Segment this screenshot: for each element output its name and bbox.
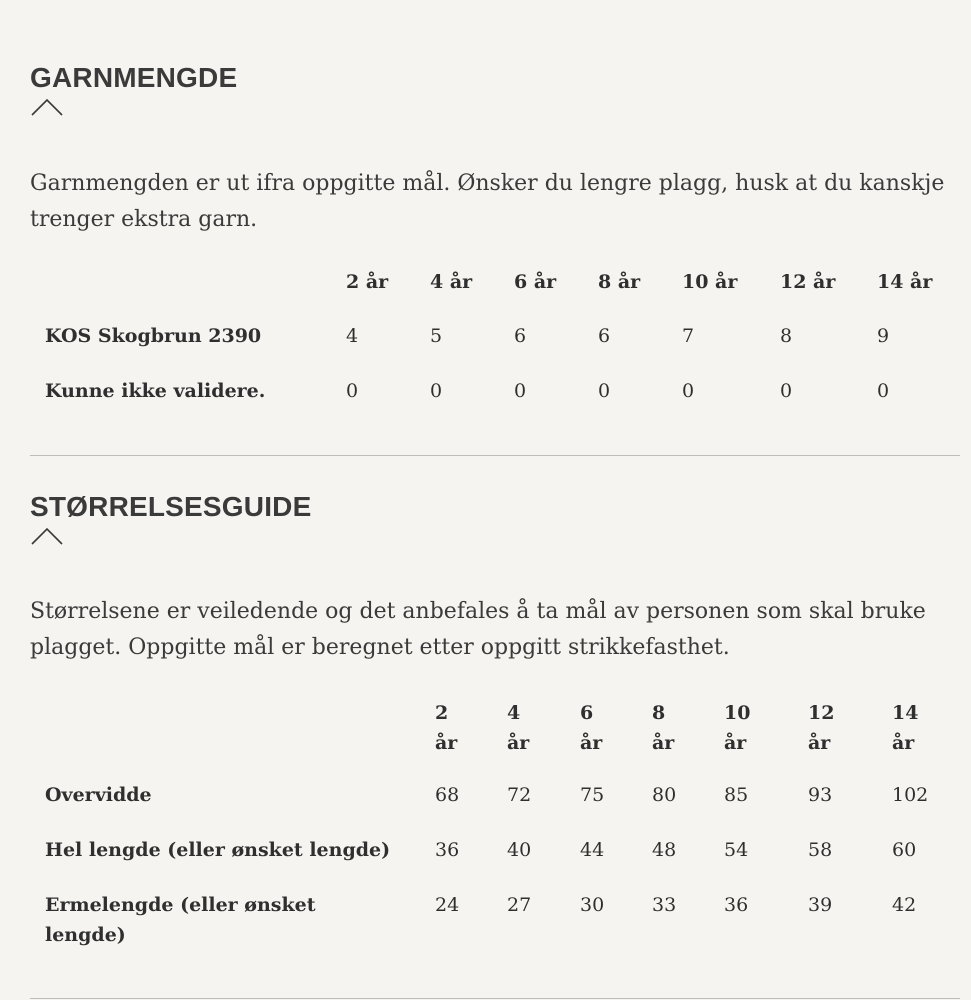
table-cell: 44 [580,839,605,861]
table-cell: 0 [514,380,527,402]
size-section-header[interactable] [30,491,960,546]
row-label: Kunne ikke validere. [45,380,266,402]
table-cell: 6 [514,325,527,347]
row-label: Ermelengde (eller ønsket lengde) [45,894,316,946]
table-cell: 0 [430,380,443,402]
chevron-up-icon[interactable] [30,526,64,546]
table-header-empty [45,698,435,780]
table-row [45,780,962,835]
table-header-cell: 10 år [682,271,738,293]
table-header-cell: 14 år [892,702,919,754]
table-header-cell: 2 år [346,271,389,293]
row-label: Hel lengde (eller ønsket lengde) [45,839,391,861]
yarn-table [45,270,947,418]
table-cell: 39 [808,894,833,916]
section-divider [30,998,960,999]
table-cell: 40 [507,839,532,861]
yarn-section-title[interactable]: GARNMENGDE [30,62,238,93]
table-cell: 0 [598,380,611,402]
size-table [45,698,962,950]
table-cell: 42 [892,894,917,916]
table-cell: 85 [724,784,749,806]
table-header-cell: 14 år [877,271,933,293]
size-section-title[interactable]: STØRRELSESGUIDE [30,491,312,522]
table-cell: 27 [507,894,532,916]
table-cell: 5 [430,325,443,347]
table-header-cell: 4 år [507,702,530,754]
table-header-row [45,270,947,308]
table-cell: 60 [892,839,917,861]
table-cell: 7 [682,325,695,347]
table-row [45,835,962,890]
table-header-cell: 6 år [580,702,603,754]
table-cell: 68 [435,784,460,806]
section-divider [30,455,960,456]
table-header-row [45,698,962,780]
chevron-up-icon[interactable] [30,97,64,117]
table-cell: 0 [682,380,695,402]
table-cell: 54 [724,839,749,861]
table-row [45,363,947,418]
table-cell: 102 [892,784,929,806]
table-cell: 0 [877,380,890,402]
table-cell: 8 [780,325,793,347]
table-row [45,308,947,363]
table-cell: 75 [580,784,605,806]
row-label: KOS Skogbrun 2390 [45,325,262,347]
table-cell: 0 [346,380,359,402]
table-header-empty [45,270,346,308]
table-cell: 33 [652,894,677,916]
table-cell: 72 [507,784,532,806]
table-header-cell: 12 år [780,271,836,293]
table-cell: 48 [652,839,677,861]
row-label: Overvidde [45,784,152,806]
table-cell: 80 [652,784,677,806]
table-header-cell: 8 år [598,271,641,293]
table-cell: 58 [808,839,833,861]
table-cell: 93 [808,784,833,806]
table-cell: 4 [346,325,359,347]
size-section-description: Størrelsene er veiledende og det anbefales å ta mål av personen som skal bruke plagget. Oppgitte mål er beregnet etter oppgitt strikkefasthet. [30,599,926,660]
table-cell: 30 [580,894,605,916]
table-cell: 0 [780,380,793,402]
yarn-section-header[interactable] [30,62,960,117]
table-cell: 36 [724,894,749,916]
table-header-cell: 2 år [435,702,458,754]
table-cell: 36 [435,839,460,861]
table-cell: 6 [598,325,611,347]
yarn-section-description: Garnmengden er ut ifra oppgitte mål. Ønsker du lengre plagg, husk at du kanskje trenger ekstra garn. [30,171,945,232]
table-header-cell: 10 år [724,702,751,754]
table-row [45,890,962,950]
table-header-cell: 12 år [808,702,835,754]
table-header-cell: 8 år [652,702,675,754]
table-header-cell: 4 år [430,271,473,293]
table-cell: 9 [877,325,890,347]
table-cell: 24 [435,894,460,916]
table-header-cell: 6 år [514,271,557,293]
